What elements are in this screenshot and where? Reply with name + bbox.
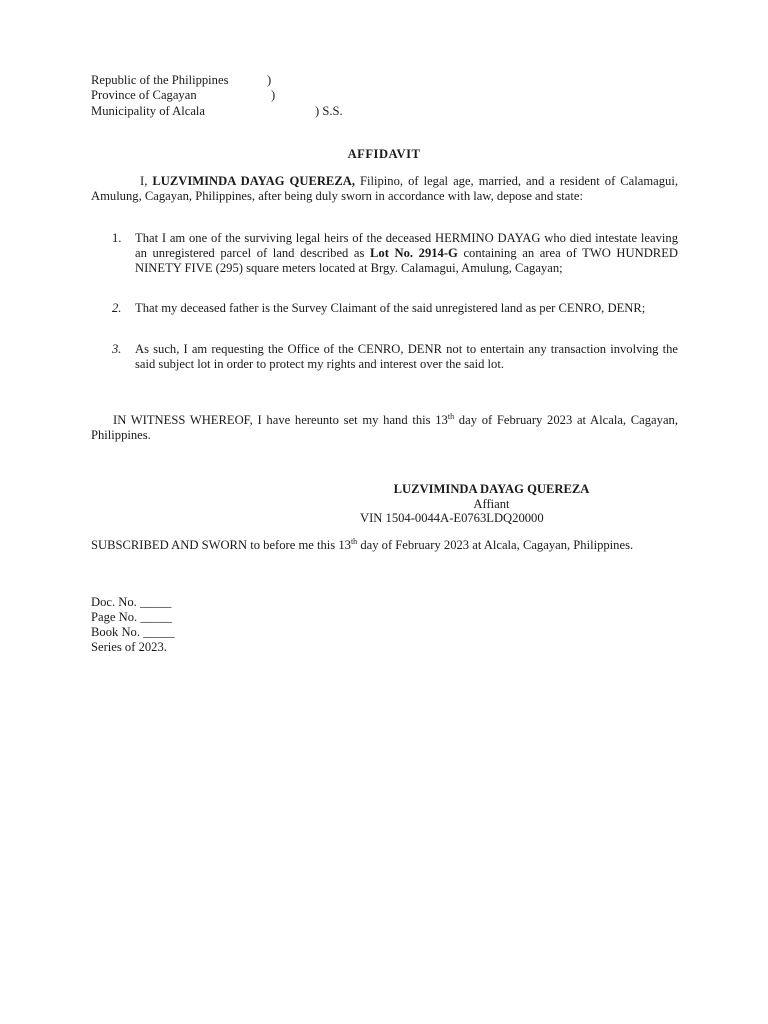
list-item-1	[91, 231, 678, 276]
intro-prefix: I,	[140, 174, 153, 188]
item-2-text: That my deceased father is the Survey Claimant of the said unregistered land as per CENRO, DENR;	[135, 301, 646, 315]
affiant-vin: VIN 1504-0044A-E0763LDQ20000	[360, 511, 544, 525]
item-number: 1.	[112, 231, 122, 245]
witness-ordinal: th	[447, 412, 455, 421]
venue-province: Province of Cagayan	[91, 88, 197, 102]
witness-text-a: IN WITNESS WHEREOF, I have hereunto set my hand this 13	[113, 413, 448, 427]
lot-number: Lot No. 2914-G	[370, 246, 458, 260]
subscribed-text-b: day of February 2023 at Alcala, Cagayan, Philippines.	[357, 538, 634, 552]
venue-paren-1: )	[267, 73, 272, 87]
item-1-text-a: That I am one of the surviving legal heirs of the deceased HERMINO DAYAG who died intestate leaving an unregistered parcel of land described as	[135, 231, 678, 260]
intro-text: Filipino, of legal age, married, and a resident of Calamagui, Amulung, Cagayan, Philippines, after being duly sworn in accordance with law, depose and state:	[91, 174, 678, 203]
venue-paren-3: ) S.S.	[315, 104, 343, 118]
book-no: Book No. _____	[91, 625, 175, 639]
list-item-3	[91, 342, 678, 372]
subscribed-ordinal: th	[350, 537, 358, 546]
affiant-name: LUZVIMINDA DAYAG QUEREZA	[393, 482, 590, 496]
document-title: AFFIDAVIT	[347, 147, 421, 161]
affiant-role: Affiant	[473, 497, 510, 511]
item-number: 3.	[112, 342, 122, 356]
series: Series of 2023.	[91, 640, 167, 654]
venue-municipality: Municipality of Alcala	[91, 104, 206, 118]
signature-block	[340, 482, 643, 512]
venue-republic: Republic of the Philippines	[91, 73, 229, 87]
subscribed-paragraph	[91, 538, 678, 553]
page-no: Page No. _____	[91, 610, 172, 624]
subscribed-text-a: SUBSCRIBED AND SWORN to before me this 13	[91, 538, 351, 552]
witness-text-b: day of February 2023 at Alcala, Cagayan, Philippines.	[91, 413, 678, 442]
item-1-text-b: containing an area of TWO HUNDRED NINETY FIVE (295) square meters located at Brgy. Calamagui, Amulung, Cagayan;	[135, 246, 678, 275]
affiant-name-inline: LUZVIMINDA DAYAG QUEREZA,	[152, 174, 355, 188]
venue-paren-2: )	[271, 88, 276, 102]
item-3-text: As such, I am requesting the Office of the CENRO, DENR not to entertain any transaction involving the said subject lot in order to protect my rights and interest over the said lot.	[135, 342, 678, 371]
list-item-2	[91, 301, 678, 316]
item-number: 2.	[112, 301, 122, 315]
intro-paragraph	[91, 174, 678, 204]
witness-paragraph	[91, 413, 678, 443]
doc-no: Doc. No. _____	[91, 595, 172, 609]
